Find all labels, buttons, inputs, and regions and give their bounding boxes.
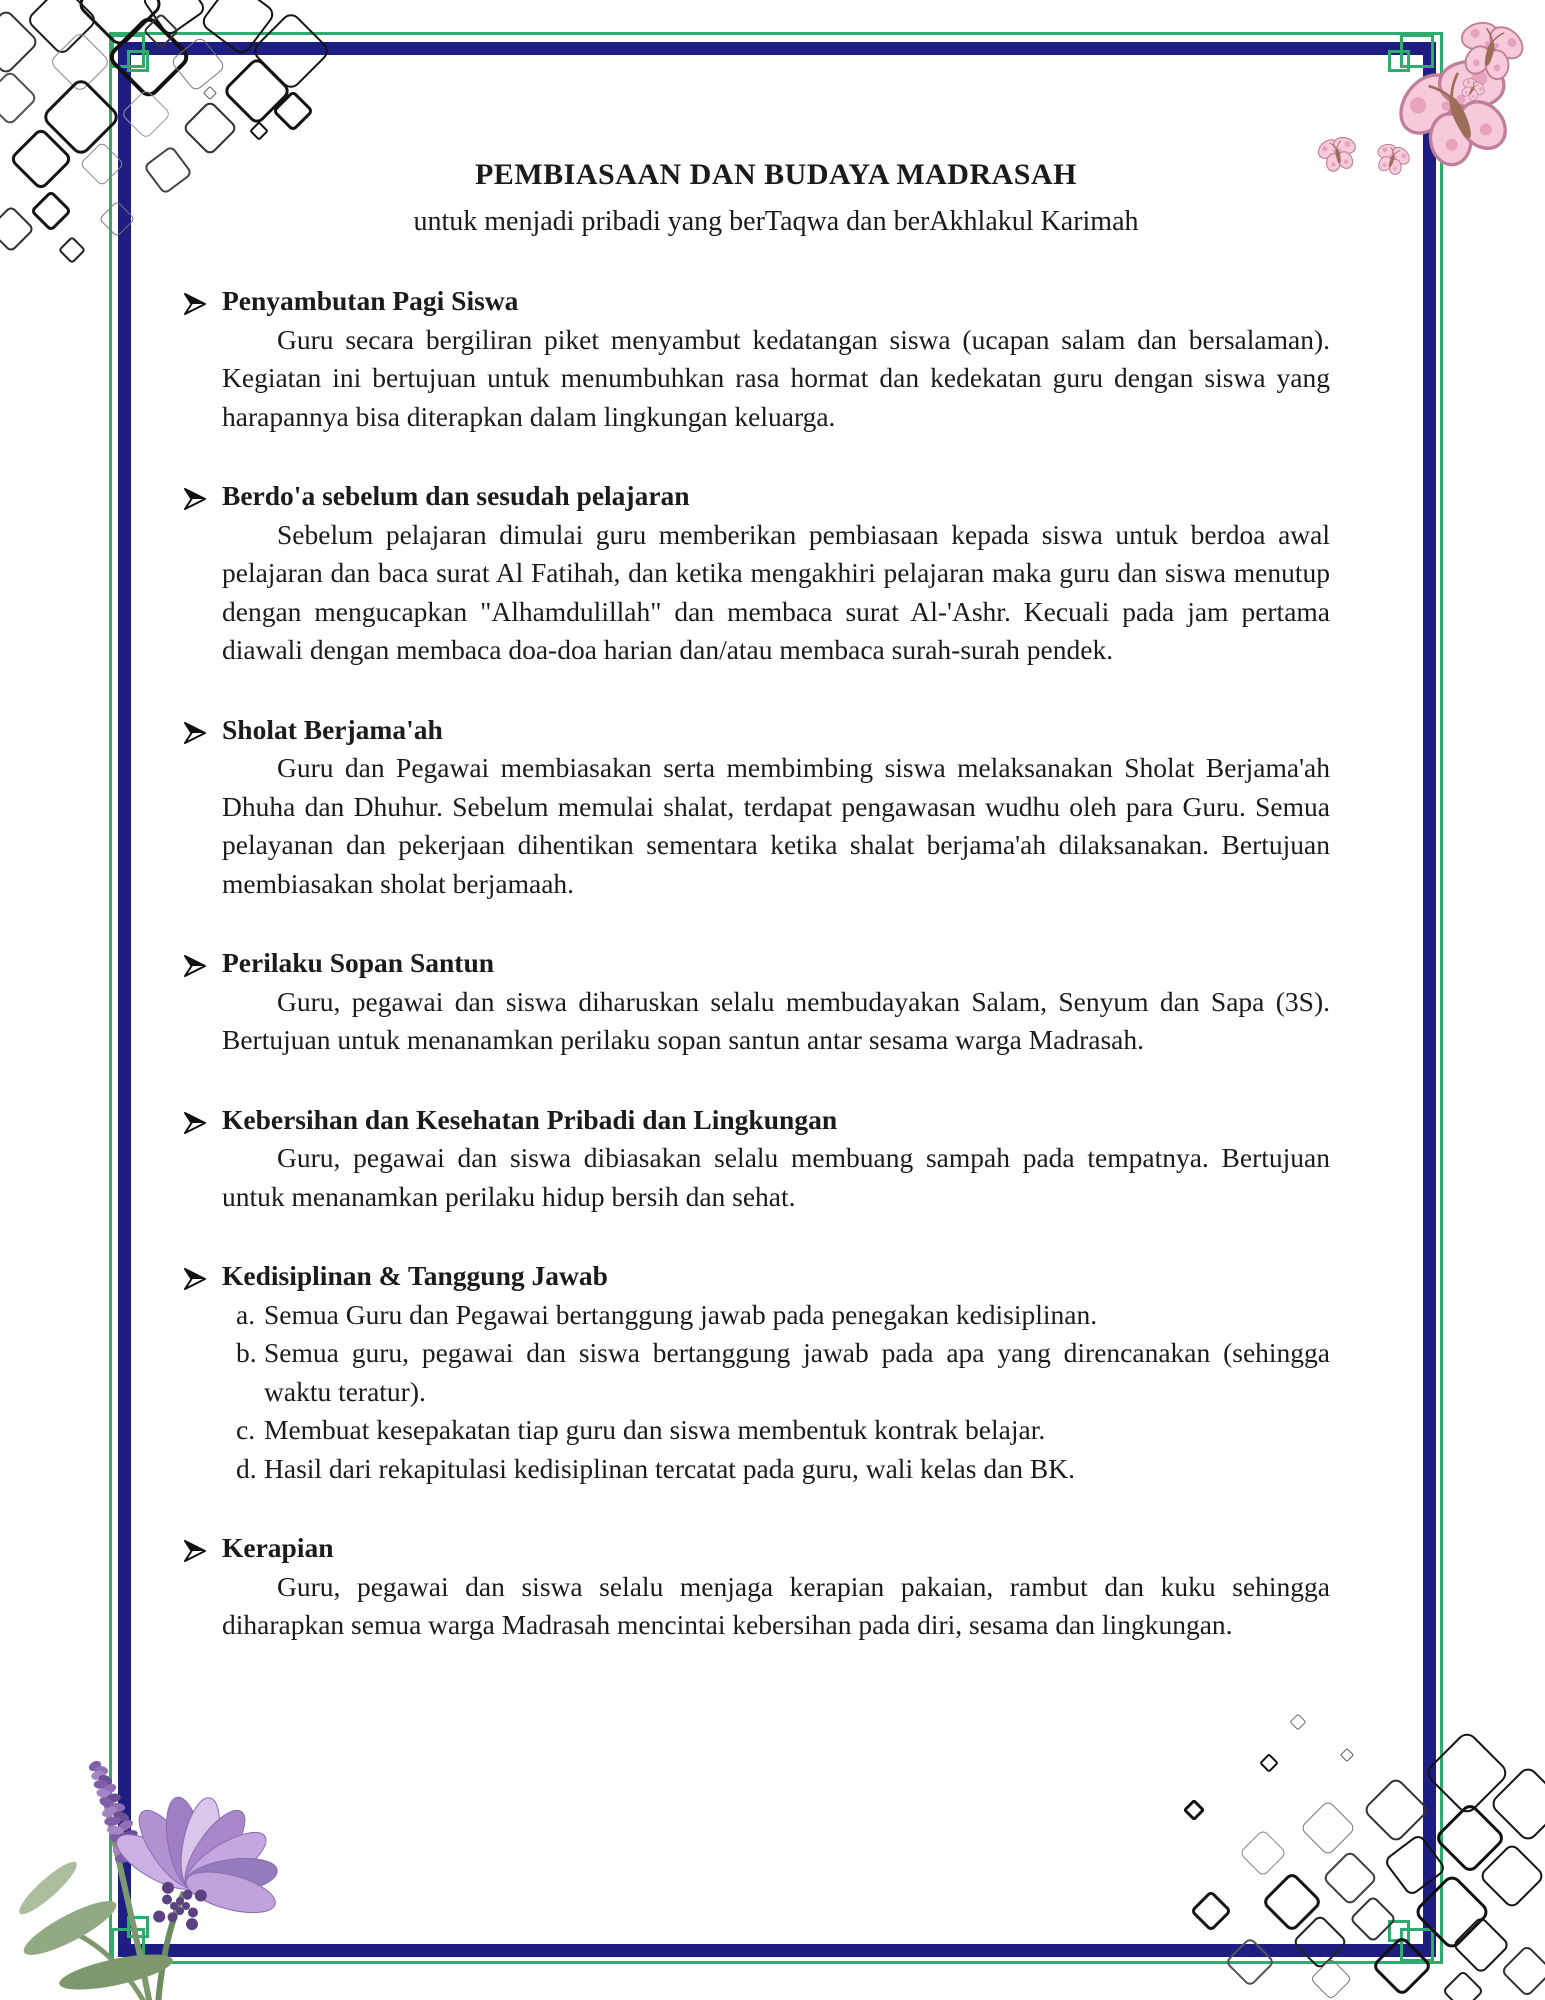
document-section — [222, 282, 1330, 436]
document-section — [222, 1529, 1330, 1645]
section-sub-list — [222, 1296, 1330, 1489]
diamond-shape-icon — [1442, 1970, 1484, 2000]
list-item-marker: d. — [236, 1452, 257, 1484]
document-content — [222, 55, 1330, 1645]
arrow-bullet-icon — [182, 1264, 208, 1290]
section-heading-text: Penyambutan Pagi Siswa — [222, 285, 519, 316]
arrow-bullet-icon — [182, 289, 208, 315]
diamond-shape-icon — [0, 205, 35, 253]
section-heading — [222, 1257, 1330, 1296]
section-paragraph: Sebelum pelajaran dimulai guru memberikan pembiasaan kepada siswa untuk berdoa awal pelajaran dan baca surat Al Fatihah, dan ketika mengakhiri pelajaran maka guru dan siswa menutup dengan mengucapkan "Alhamdulillah" dan membaca surat Al-'Ashr. Kecuali pada jam pertama diawali dengan membaca doa-doa harian dan/atau membaca surah-surah pendek. — [222, 518, 1330, 665]
arrow-bullet-icon — [182, 484, 208, 510]
butterfly-small-icon — [1455, 73, 1489, 106]
list-item-text: Semua guru, pegawai dan siswa bertanggung jawab pada apa yang direncanakan (sehingga waktu teratur). — [264, 1337, 1330, 1407]
list-item — [222, 1411, 1330, 1450]
list-item — [222, 1296, 1330, 1335]
page-subtitle: untuk menjadi pribadi yang berTaqwa dan berAkhlakul Karimah — [413, 206, 1139, 237]
section-heading — [222, 1101, 1330, 1140]
section-heading — [222, 944, 1330, 983]
corner-ornament-icon — [127, 1916, 149, 1938]
section-heading — [222, 477, 1330, 516]
diamond-shape-icon — [30, 190, 72, 232]
document-section — [222, 1257, 1330, 1488]
document-section — [222, 944, 1330, 1060]
document-section — [222, 477, 1330, 670]
section-heading-text: Perilaku Sopan Santun — [222, 947, 495, 978]
section-heading-text: Kedisiplinan & Tanggung Jawab — [222, 1260, 608, 1291]
list-item — [222, 1334, 1330, 1411]
list-item-marker: a. — [236, 1298, 256, 1330]
section-heading-text: Sholat Berjama'ah — [222, 713, 443, 745]
section-heading-text: Berdo'a sebelum dan sesudah pelajaran — [222, 480, 690, 511]
document-section — [222, 711, 1330, 904]
section-paragraph: Guru secara bergiliran piket menyambut kedatangan siswa (ucapan salam dan bersalaman). Kegiatan ini bertujuan untuk menumbuhkan rasa hormat dan kedekatan guru dengan siswa yang harapannya bisa diterapkan dalam lingkungan keluarga. — [222, 323, 1330, 432]
corner-ornament-icon — [1388, 50, 1410, 72]
sections-container — [222, 282, 1330, 1645]
section-paragraph: Guru, pegawai dan siswa diharuskan selalu membudayakan Salam, Senyum dan Sapa (3S). Bertujuan untuk menanamkan perilaku sopan santun antar sesama warga Madrasah. — [222, 985, 1330, 1055]
list-item-marker: b. — [236, 1337, 257, 1368]
document-section — [222, 1101, 1330, 1217]
list-item — [222, 1450, 1330, 1489]
arrow-bullet-icon — [182, 951, 208, 977]
section-paragraph: Guru dan Pegawai membiasakan serta membimbing siswa melaksanakan Sholat Berjama'ah Dhuha dan Dhuhur. Sebelum memulai shalat, terdapat pengawasan wudhu oleh para Guru. Semua pelayanan dan pekerjaan dihentikan sementara ketika shalat berjama'ah dilaksanakan. Bertujuan membiasakan sholat berjamaah. — [222, 752, 1330, 899]
list-item-text: Hasil dari rekapitulasi kedisiplinan tercatat pada guru, wali kelas dan BK. — [264, 1452, 1075, 1484]
section-paragraph: Guru, pegawai dan siswa selalu menjaga kerapian pakaian, rambut dan kuku sehingga diharapkan semua warga Madrasah mencintai kebersihan pada diri, sesama dan lingkungan. — [222, 1570, 1330, 1640]
list-item-text: Semua Guru dan Pegawai bertanggung jawab pada penegakan kedisiplinan. — [264, 1298, 1098, 1330]
diamond-shape-icon — [58, 236, 86, 264]
arrow-bullet-icon — [182, 718, 208, 744]
section-heading-text: Kebersihan dan Kesehatan Pribadi dan Lingkungan — [222, 1103, 838, 1135]
arrow-bullet-icon — [182, 1536, 208, 1562]
list-item-text: Membuat kesepakatan tiap guru dan siswa membentuk kontrak belajar. — [264, 1414, 1046, 1445]
section-heading — [222, 1529, 1330, 1568]
section-heading-text: Kerapian — [222, 1532, 334, 1563]
butterfly-medium-icon — [1448, 11, 1532, 87]
diamond-shape-icon — [0, 70, 38, 127]
section-heading — [222, 711, 1330, 750]
list-item-marker: c. — [236, 1414, 256, 1445]
diamond-shape-icon — [1500, 1944, 1545, 1998]
arrow-bullet-icon — [182, 1108, 208, 1134]
section-paragraph: Guru, pegawai dan siswa dibiasakan selalu membuang sampah pada tempatnya. Bertujuan untuk menanamkan perilaku hidup bersih dan sehat. — [222, 1142, 1330, 1212]
page-title: PEMBIASAAN DAN BUDAYA MADRASAH — [474, 158, 1077, 191]
section-heading — [222, 282, 1330, 321]
